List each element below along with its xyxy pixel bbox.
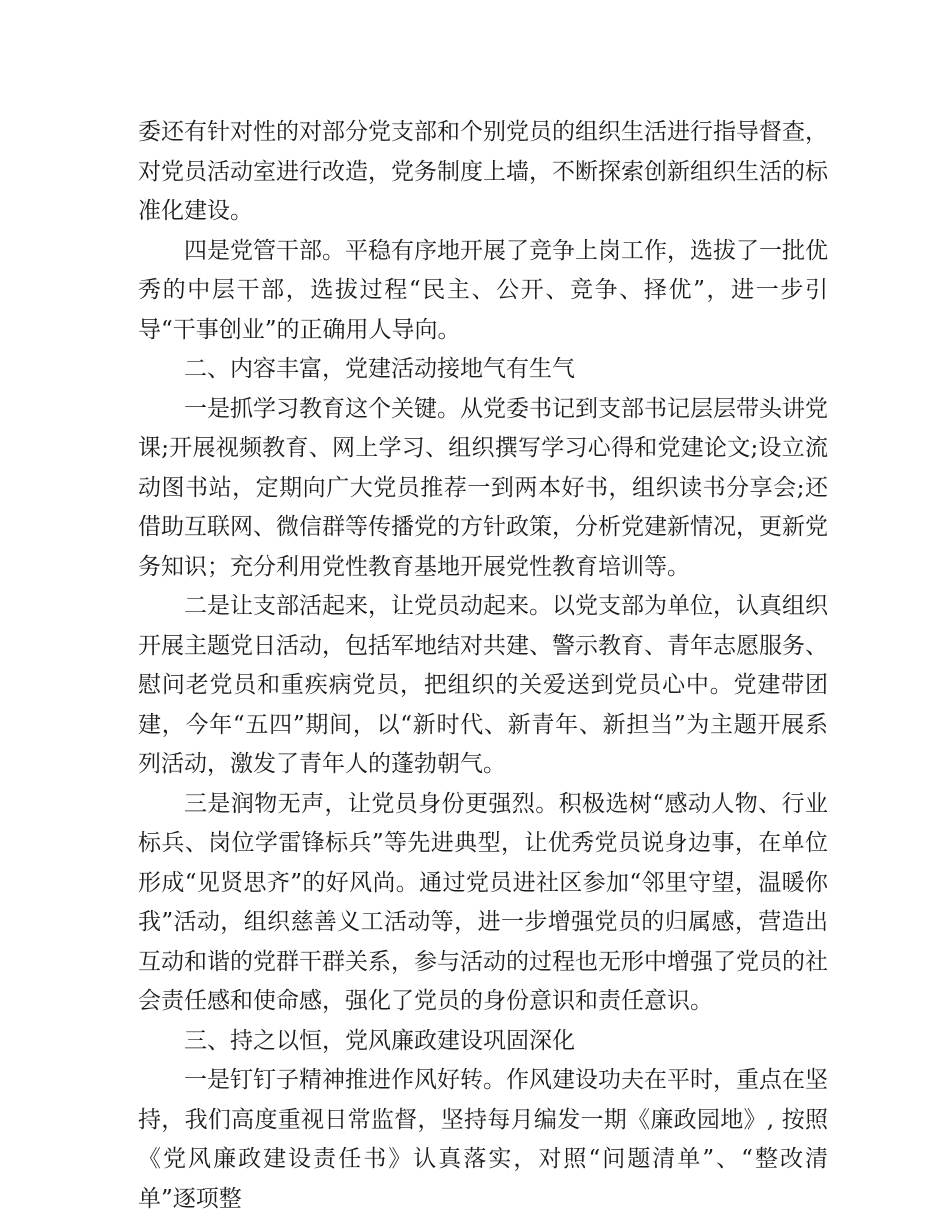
- paragraph-6: 一是钉钉子精神推进作风好转。作风建设功夫在平时，重点在坚持，我们高度重视日常监督，坚持每月编发一期《廉政园地》, 按照《党风廉政建设责任书》认真落实，对照“问题清单”、“整改清单”逐项整: [138, 1067, 828, 1212]
- paragraph-2: 四是党管干部。平稳有序地开展了竞争上岗工作，选拔了一批优秀的中层干部，选拔过程“民主、公开、竞争、择优”，进一步引导“干事创业”的正确用人导向。: [138, 237, 828, 343]
- paragraph-4: 二是让支部活起来，让党员动起来。以党支部为单位，认真组织开展主题党日活动，包括军地结对共建、警示教育、青年志愿服务、慰问老党员和重疾病党员，把组织的关爱送到党员心中。党建带团建，今年“五四”期间，以“新时代、新青年、新担当”为主题开展系列活动，激发了青年人的蓬勃朝气。: [138, 593, 828, 777]
- section-heading-2: 二、内容丰富，党建活动接地气有生气: [184, 356, 575, 382]
- section-heading-3: 三、持之以恒，党风廉政建设巩固深化: [184, 1027, 575, 1054]
- document-page: [138, 113, 828, 1219]
- paragraph-5: 三是润物无声，让党员身份更强烈。积极选树“感动人物、行业标兵、岗位学雷锋标兵”等先进典型，让优秀党员说身边事，在单位形成“见贤思齐”的好风尚。通过党员进社区参加“邻里守望，温暖你我”活动，组织慈善义工活动等，进一步增强党员的归属感，营造出互动和谐的党群干群关系，参与活动的过程也无形中增强了党员的社会责任感和使命感，强化了党员的身份意识和责任意识。: [138, 790, 828, 1014]
- paragraph-3: 一是抓学习教育这个关键。从党委书记到支部书记层层带头讲党课;开展视频教育、网上学习、组织撰写学习心得和党建论文;设立流动图书站，定期向广大党员推荐一到两本好书，组织读书分享会;还借助互联网、微信群等传播党的方针政策，分析党建新情况，更新党务知识；充分利用党性教育基地开展党性教育培训等。: [138, 395, 828, 580]
- paragraph-1: 委还有针对性的对部分党支部和个别党员的组织生活进行指导督查，对党员活动室进行改造，党务制度上墙，不断探索创新组织生活的标准化建设。: [138, 119, 828, 224]
